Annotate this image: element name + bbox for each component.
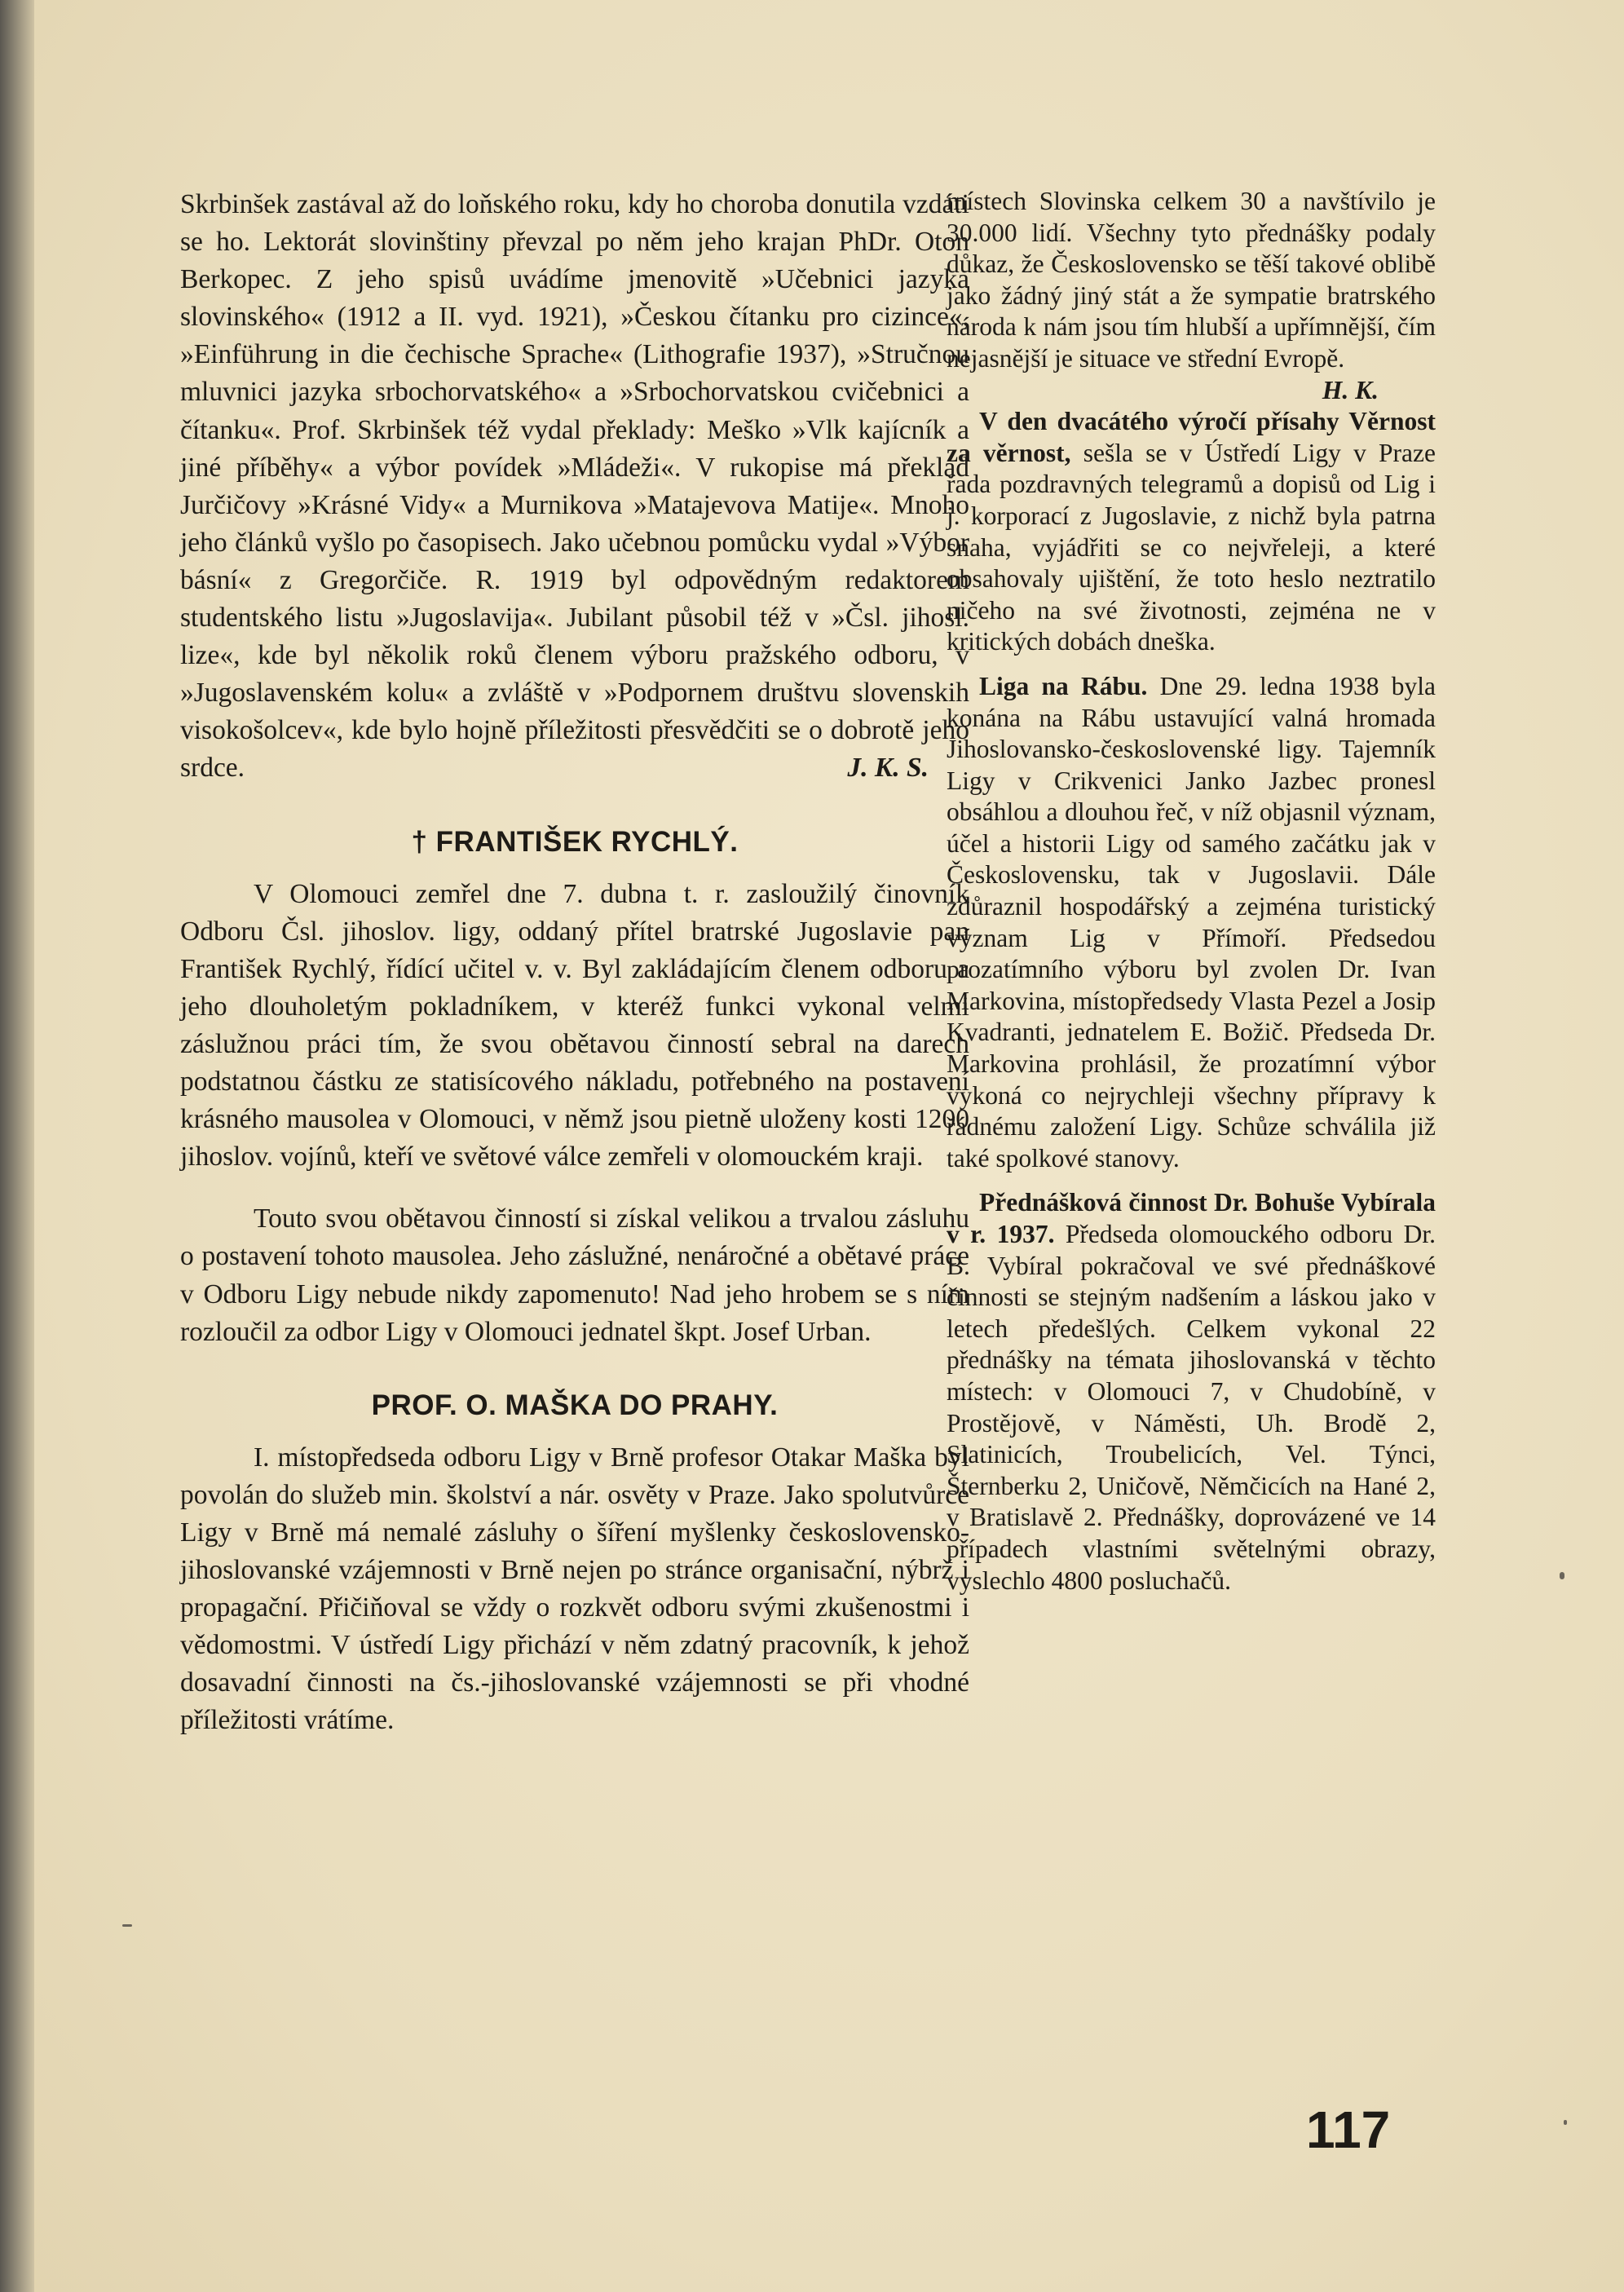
paragraph-text: Skrbinšek zastával až do loňského roku, kdy ho choroba donutila vzdáti se ho. Lektorát slovinštiny převzal po něm jeho krajan PhDr. Oton Berkopec. Z jeho spisů uvádíme jmenovitě »Učebnici jazyka slovinského« (1912 a II. vyd. 1921), »Českou čítanku pro cizince«, »Einführung in die čechische Sprache« (Lithografie 1937), »Stručnou mluvnici jazyka srbochorvatského« a »Srbochorvatskou cvičebnici a čítanku«. Prof. Skrbinšek též vydal překlady: Meško »Vlk kajícník a jiné příběhy« a výbor povídek »Mládeži«. V rukopise má překlad Jurčičovy »Krásné Vidy« a Murnikova »Matajevova Matije«. Mnoho jeho článků vyšlo po časopisech. Jako učebnou pomůcku vydal »Výbor básní« z Gregorčiče. R. 1919 byl odpovědným redaktorem studentského listu »Jugoslavija«. Jubilant působil též v »Čsl. jihosl. lize«, kde byl několik roků členem výboru pražského odboru, v »Jugoslavenském kolu« a zvláště v »Podpornem društvu slovenskih visokošolcev«, kde bylo hojně příležitosti přesvědčiti se o dobrotě jeho srdce. [180, 189, 969, 784]
vernost-paragraph [947, 406, 1436, 658]
left-column [180, 186, 969, 1740]
obituary-paragraph-2: Touto svou obětavou činností si získal velikou a trvalou zásluhu o postavení tohoto mausolea. Jeho záslužné, nenáročné a obětavé práce v Odboru Ligy nebude nikdy zapomenuto! Nad jeho hrobem se s ním rozloučil za odbor Ligy v Olomouci jednatel škpt. Josef Urban. [180, 1203, 969, 1347]
author-signature-hk: H. K. [1322, 375, 1379, 404]
slovinsko-lectures-paragraph: místech Slovinska celkem 30 a navštívilo je 30.000 lidí. Všechny tyto přednášky podaly důkaz, že Československo se těší takové oblibě jako žádný jiný stát a že sympatie bratrského národa k nám jsou tím hlubší a upřímnější, čím nejasnější je situace ve střední Evropě. [947, 187, 1436, 373]
paper-speck [1564, 2120, 1567, 2125]
paragraph-lead: Liga na Rábu. [979, 671, 1148, 700]
page-number: 117 [1306, 2100, 1391, 2159]
article-skrbinsek-paragraph [180, 186, 969, 788]
book-binding-edge [0, 0, 34, 2292]
right-column [947, 186, 1436, 1596]
paragraph-lead: V den dvacátého výročí přísahy Věrnost za věrnost, [947, 407, 1436, 467]
liga-rab-paragraph [947, 671, 1436, 1175]
paper-speck [1560, 1572, 1564, 1579]
vybiral-lectures-paragraph [947, 1187, 1436, 1596]
paragraph-text: sešla se v Ústředí Ligy v Praze řada pozdravných telegramů a dopisů od Lig i j. korporací z Jugoslavie, z nichž byla patrna snaha, vyjádřiti se co nejvřeleji, a které obsahovaly ujištění, že toto heslo neztratilo ničeho na své životnosti, zejména ne v kritických dobách dneška. [947, 438, 1436, 656]
heading-prof-maska: PROF. O. MAŠKA DO PRAHY. [371, 1389, 779, 1421]
paragraph-text: Dne 29. ledna 1938 byla konána na Rábu ustavující valná hromada Jihoslovansko-československé ligy. Tajemník Ligy v Crikvenici Janko Jazbec pronesl obsáhlou a dlouhou řeč, v níž objasnil význam, účel a historii Ligy od samého začátku jak v Československu, tak v Jugoslavii. Dále zdůraznil hospodářský a zejména turistický význam Lig v Přímoří. Předsedou prozatímního výboru byl zvolen Dr. Ivan Markovina, místopředsedy Vlasta Pezel a Josip Kvadranti, jednatelem E. Božič. Předseda Dr. Markovina prohlásil, že prozatímní výbor vykoná co nejrychleji všechny přípravy k řádnému založení Ligy. Schůze schválila již také spolkové stanovy. [947, 671, 1436, 1172]
author-signature: J. K. S. [847, 753, 929, 784]
book-page [34, 0, 1624, 2292]
obituary-paragraph-1: V Olomouci zemřel dne 7. dubna t. r. zasloužilý činovník Odboru Čsl. jihoslov. ligy, oddaný přítel bratrské Jugoslavie pan František Rychlý, řídící učitel v. v. Byl zakládajícím členem odboru a jeho dlouholetým pokladníkem, v kteréž funkci vykonal velmi záslužnou práci tím, že svou obětavou činností sebral na darech podstatnou částku ze statisícového nákladu, potřebného na postavení krásného mausolea v Olomouci, v němž jsou pietně uloženy kosti 1200 jihoslov. vojínů, kteří ve světové válce zemřeli v olomouckém kraji. [180, 878, 969, 1172]
paper-speck [122, 1924, 132, 1927]
heading-frantisek-rychly: † FRANTIŠEK RYCHLÝ. [411, 825, 739, 858]
paragraph-text: Předseda olomouckého odboru Dr. B. Vybíral pokračoval ve své přednáškové činnosti se stejným nadšením a láskou jako v letech předešlých. Celkem vykonal 22 přednášky na témata jihoslovanská v těchto místech: v Olomouci 7, v Chudobíně, v Prostějově, v Náměsti, Uh. Brodě 2, Slatinicích, Troubelicích, Vel. Týnci, Šternberku 2, Uničově, Němčicích na Hané 2, v Bratislavě 2. Přednášky, doprovázené ve 14 případech vlastními světelnými obrazy, vyslechlo 4800 posluchačů. [947, 1220, 1436, 1595]
maska-paragraph: I. místopředseda odboru Ligy v Brně profesor Otakar Maška byl povolán do služeb min. školství a nár. osvěty v Praze. Jako spolutvůrce Ligy v Brně má nemalé zásluhy o šíření myšlenky československo-jihoslovanské vzájemnosti v Brně nejen po stránce organisační, nýbrž i propagační. Přičiňoval se vždy o rozkvět odboru svými zkušenostmi i vědomostmi. V ústředí Ligy přichází v něm zdatný pracovník, k jehož dosavadní činnosti na čs.-jihoslovanské vzájemnosti se při vhodné příležitosti vrátíme. [180, 1442, 969, 1736]
paragraph-lead: Přednášková činnost Dr. Bohuše Vybírala v r. 1937. [947, 1188, 1436, 1248]
